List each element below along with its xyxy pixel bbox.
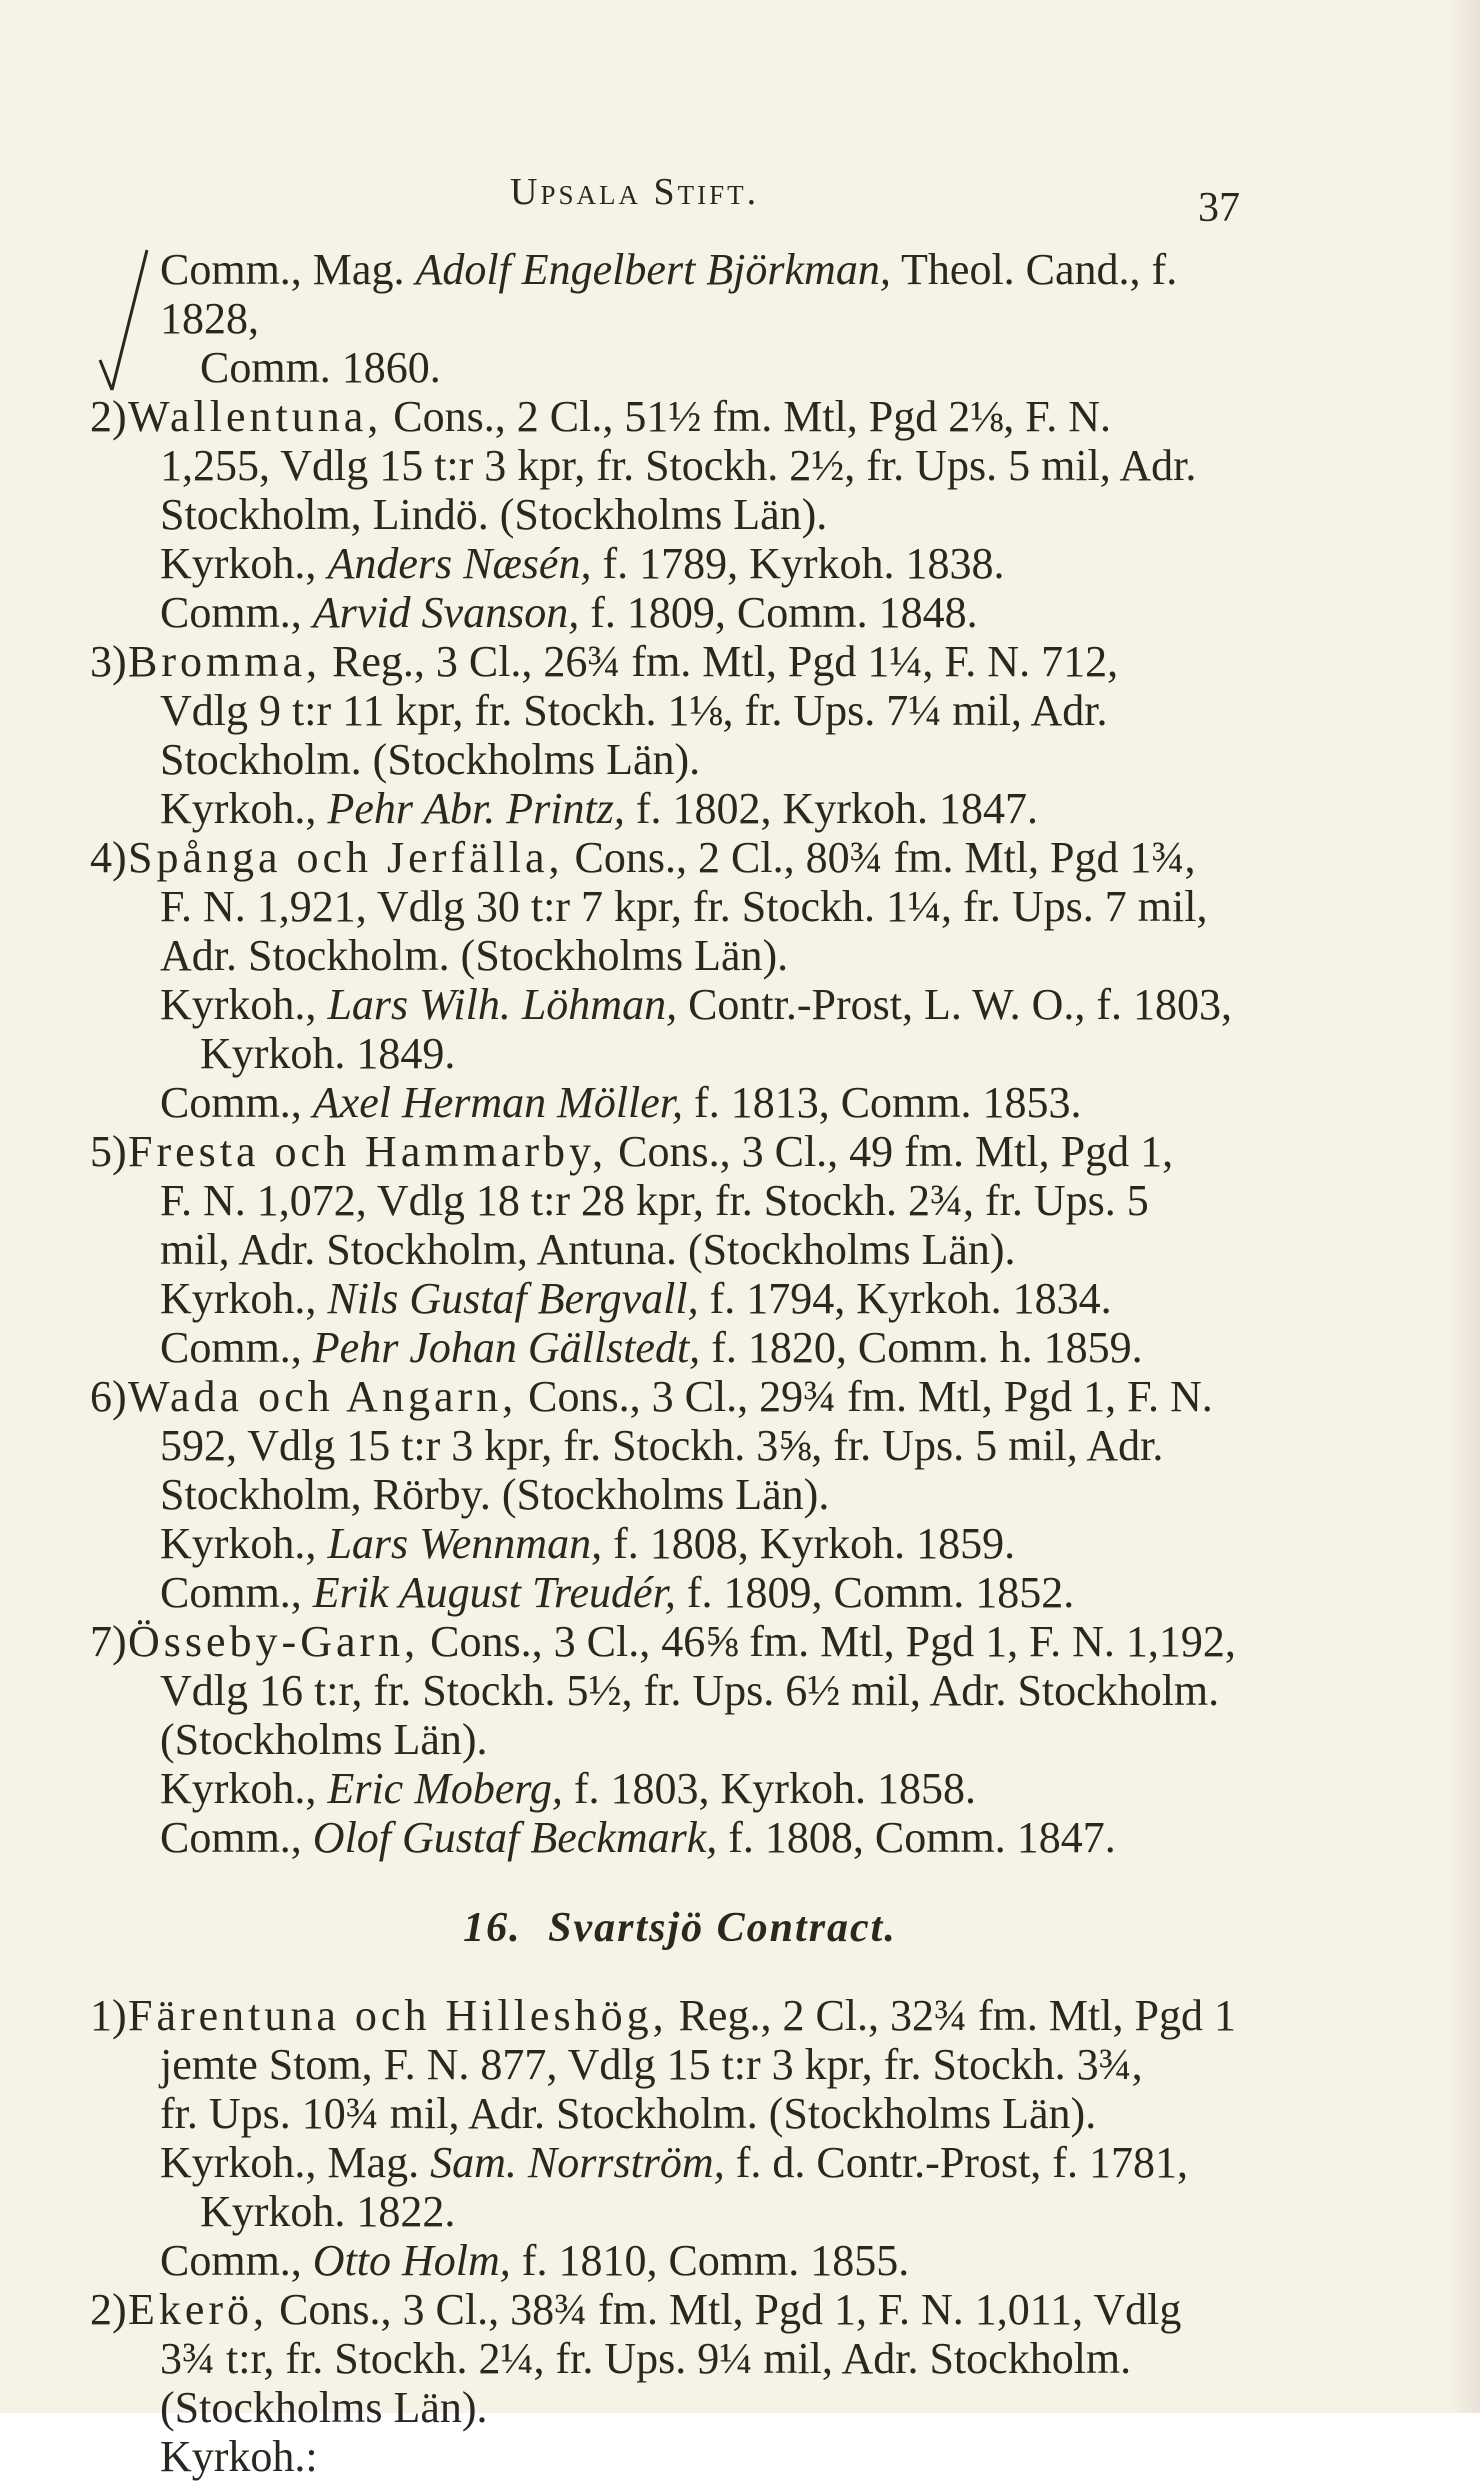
person-entry	[120, 2432, 1240, 2481]
person-details: Contr.-Prost, L. W. O., f. 1803,	[688, 980, 1232, 1029]
parish-info: Reg., 2 Cl., 32¾ fm. Mtl, Pgd 1	[678, 1991, 1236, 2040]
person-name: Adolf Engelbert Björkman,	[415, 245, 891, 294]
person-line	[160, 1764, 1240, 1813]
person-details: f. 1794, Kyrkoh. 1834.	[709, 1274, 1112, 1323]
parish-detail-line: Stockholm, Lindö. (Stockholms Län).	[160, 490, 828, 539]
parish-info: Cons., 3 Cl., 46⅝ fm. Mtl, Pgd 1, F. N. 1,192,	[430, 1617, 1236, 1666]
parish-detail-line: mil, Adr. Stockholm, Antuna. (Stockholms Län).	[160, 1225, 1016, 1274]
parish-heading	[90, 2285, 1240, 2334]
person-line	[160, 1568, 1240, 1617]
person-entry	[120, 1813, 1240, 1862]
parish-number: 6)	[90, 1372, 127, 1421]
section-name: Svartsjö Contract.	[548, 1905, 897, 1951]
parish-entry	[90, 1617, 1240, 1862]
parish-entry	[90, 1127, 1240, 1372]
person-name: Olof Gustaf Beckmark,	[312, 1813, 718, 1862]
person-name: Eric Moberg,	[327, 1764, 563, 1813]
parish-heading	[90, 1991, 1240, 2040]
parish-info: Cons., 3 Cl., 49 fm. Mtl, Pgd 1,	[618, 1127, 1174, 1176]
parish-heading	[90, 833, 1240, 882]
person-entry	[120, 1274, 1240, 1323]
parish-entry	[90, 2285, 1240, 2481]
parish-info: Cons., 2 Cl., 51½ fm. Mtl, Pgd 2⅛, F. N.	[393, 392, 1111, 441]
person-line	[160, 1813, 1240, 1862]
person-name: Pehr Johan Gällstedt,	[312, 1323, 701, 1372]
person-entry	[120, 1519, 1240, 1568]
parish-info: Cons., 2 Cl., 80¾ fm. Mtl, Pgd 1¾,	[574, 833, 1196, 882]
person-name: Otto Holm,	[312, 2236, 511, 2285]
parish-name: Fresta och Hammarby,	[128, 1127, 608, 1176]
parish-entry	[90, 637, 1240, 833]
parish-info: Reg., 3 Cl., 26¾ fm. Mtl, Pgd 1¼, F. N. 712,	[331, 637, 1119, 686]
parish-entry	[90, 1372, 1240, 1617]
parish-detail-line: Adr. Stockholm. (Stockholms Län).	[160, 931, 789, 980]
parish-name: Össeby-Garn,	[128, 1617, 420, 1666]
parish-list-svartsjo	[90, 1991, 1240, 2481]
person-line	[160, 539, 1240, 588]
person-details: f. 1809, Comm. 1848.	[590, 588, 978, 637]
person-entry	[120, 2236, 1240, 2285]
person-role: Kyrkoh.,	[160, 539, 317, 588]
person-line	[160, 980, 1240, 1029]
parish-heading	[90, 1372, 1240, 1421]
person-details: f. d. Contr.-Prost, f. 1781,	[735, 2138, 1188, 2187]
parish-detail-line: F. N. 1,921, Vdlg 30 t:r 7 kpr, fr. Stockh. 1¼, fr. Ups. 7 mil,	[160, 882, 1208, 931]
parish-name: Spånga och Jerfälla,	[128, 833, 564, 882]
person-line	[160, 1323, 1240, 1372]
person-role: Comm.,	[160, 1323, 302, 1372]
parish-entry	[90, 392, 1240, 637]
person-continuation: Kyrkoh. 1822.	[200, 2187, 456, 2236]
person-name: Nils Gustaf Bergvall,	[327, 1274, 699, 1323]
person-role: Comm.,	[160, 588, 302, 637]
person-name: Pehr Abr. Printz,	[327, 784, 625, 833]
person-role: Kyrkoh.,	[160, 784, 317, 833]
person-name: Axel Herman Möller,	[312, 1078, 684, 1127]
parish-list-main	[90, 392, 1240, 1862]
person-role: Comm., Mag.	[160, 245, 405, 294]
page-number: 37	[1198, 185, 1240, 231]
person-role: Kyrkoh.,	[160, 1519, 317, 1568]
running-head: Upsala Stift.	[510, 171, 760, 213]
person-role: Kyrkoh.,	[160, 1764, 317, 1813]
person-details: f. 1810, Comm. 1855.	[521, 2236, 910, 2285]
parish-heading	[90, 637, 1240, 686]
person-line	[160, 245, 1240, 343]
person-name: Lars Wennman,	[327, 1519, 603, 1568]
parish-heading	[90, 1617, 1240, 1666]
person-line	[160, 1274, 1240, 1323]
person-entry	[120, 1568, 1240, 1617]
person-details: f. 1802, Kyrkoh. 1847.	[635, 784, 1038, 833]
person-details: f. 1803, Kyrkoh. 1858.	[573, 1764, 976, 1813]
person-role: Kyrkoh.,	[160, 980, 317, 1029]
parish-detail-line: 3¾ t:r, fr. Stockh. 2¼, fr. Ups. 9¼ mil, Adr. Stockholm.	[160, 2334, 1132, 2383]
person-name: Sam. Norrström,	[430, 2138, 725, 2187]
person-details: f. 1809, Comm. 1852.	[686, 1568, 1075, 1617]
parish-detail-line: 1,255, Vdlg 15 t:r 3 kpr, fr. Stockh. 2½, fr. Ups. 5 mil, Adr.	[160, 441, 1197, 490]
parish-name: Ekerö,	[128, 2285, 269, 2334]
person-line	[160, 1078, 1240, 1127]
person-name: Erik August Treudér,	[312, 1568, 676, 1617]
person-details: f. 1808, Comm. 1847.	[728, 1813, 1116, 1862]
person-name: Lars Wilh. Löhman,	[327, 980, 678, 1029]
person-details: f. 1789, Kyrkoh. 1838.	[602, 539, 1005, 588]
parish-detail-line: (Stockholms Län).	[160, 1715, 488, 1764]
person-role: Comm.,	[160, 1813, 302, 1862]
parish-number: 3)	[90, 637, 127, 686]
parish-info: Cons., 3 Cl., 38¾ fm. Mtl, Pgd 1, F. N. 1,011, Vdlg	[279, 2285, 1182, 2334]
page-header	[120, 170, 1240, 230]
person-entry	[120, 245, 1240, 392]
parish-name: Wada och Angarn,	[128, 1372, 518, 1421]
person-entry	[120, 784, 1240, 833]
page-body	[90, 245, 1240, 2481]
person-role: Kyrkoh.,	[160, 1274, 317, 1323]
parish-name: Färentuna och Hilleshög,	[128, 1991, 668, 2040]
parish-detail-line: Stockholm, Rörby. (Stockholms Län).	[160, 1470, 830, 1519]
parish-detail-line: 592, Vdlg 15 t:r 3 kpr, fr. Stockh. 3⅝, fr. Ups. 5 mil, Adr.	[160, 1421, 1164, 1470]
person-role: Comm.,	[160, 1568, 302, 1617]
person-entry	[120, 1078, 1240, 1127]
parish-info: Cons., 3 Cl., 29¾ fm. Mtl, Pgd 1, F. N.	[528, 1372, 1213, 1421]
person-entry	[120, 588, 1240, 637]
parish-number: 1)	[90, 1991, 127, 2040]
person-name: Anders Næsén,	[327, 539, 592, 588]
person-role: Comm.,	[160, 1078, 302, 1127]
person-line	[160, 2432, 1240, 2481]
parish-heading	[90, 392, 1240, 441]
parish-number: 2)	[90, 2285, 127, 2334]
pre-entries	[120, 245, 1240, 392]
person-role: Kyrkoh., Mag.	[160, 2138, 420, 2187]
person-line	[160, 1519, 1240, 1568]
person-name: Arvid Svanson,	[312, 588, 580, 637]
parish-number: 7)	[90, 1617, 127, 1666]
parish-heading	[90, 1127, 1240, 1176]
person-details: Theol. Cand., f. 1828,	[160, 245, 1178, 343]
parish-detail-line: F. N. 1,072, Vdlg 18 t:r 28 kpr, fr. Stockh. 2¾, fr. Ups. 5	[160, 1176, 1149, 1225]
person-details: f. 1808, Kyrkoh. 1859.	[613, 1519, 1016, 1568]
person-continuation: Comm. 1860.	[200, 343, 441, 392]
person-line	[160, 588, 1240, 637]
person-entry	[120, 2138, 1240, 2236]
parish-detail-line: fr. Ups. 10¾ mil, Adr. Stockholm. (Stockholms Län).	[160, 2089, 1097, 2138]
section-title	[120, 1904, 1240, 1953]
parish-detail-line: (Stockholms Län).	[160, 2383, 488, 2432]
parish-detail-line: Vdlg 16 t:r, fr. Stockh. 5½, fr. Ups. 6½ mil, Adr. Stockholm.	[160, 1666, 1220, 1715]
parish-number: 5)	[90, 1127, 127, 1176]
person-entry	[120, 1764, 1240, 1813]
person-details: f. 1820, Comm. h. 1859.	[711, 1323, 1143, 1372]
person-continuation: Kyrkoh. 1849.	[200, 1029, 456, 1078]
parish-detail-line: jemte Stom, F. N. 877, Vdlg 15 t:r 3 kpr, fr. Stockh. 3¾,	[160, 2040, 1143, 2089]
person-details: f. 1813, Comm. 1853.	[694, 1078, 1082, 1127]
parish-entry	[90, 1991, 1240, 2285]
person-entry	[120, 1323, 1240, 1372]
parish-entry	[90, 833, 1240, 1127]
parish-detail-line: Stockholm. (Stockholms Län).	[160, 735, 701, 784]
parish-number: 4)	[90, 833, 127, 882]
person-line	[160, 2138, 1240, 2187]
person-line	[160, 784, 1240, 833]
person-entry	[120, 539, 1240, 588]
parish-name: Wallentuna,	[128, 392, 383, 441]
parish-name: Bromma,	[128, 637, 321, 686]
person-entry	[120, 980, 1240, 1078]
person-line	[160, 2236, 1240, 2285]
parish-number: 2)	[90, 392, 127, 441]
parish-detail-line: Vdlg 9 t:r 11 kpr, fr. Stockh. 1⅛, fr. Ups. 7¼ mil, Adr.	[160, 686, 1108, 735]
section-number: 16.	[463, 1905, 522, 1951]
person-role: Kyrkoh.:	[160, 2432, 318, 2481]
person-role: Comm.,	[160, 2236, 302, 2285]
